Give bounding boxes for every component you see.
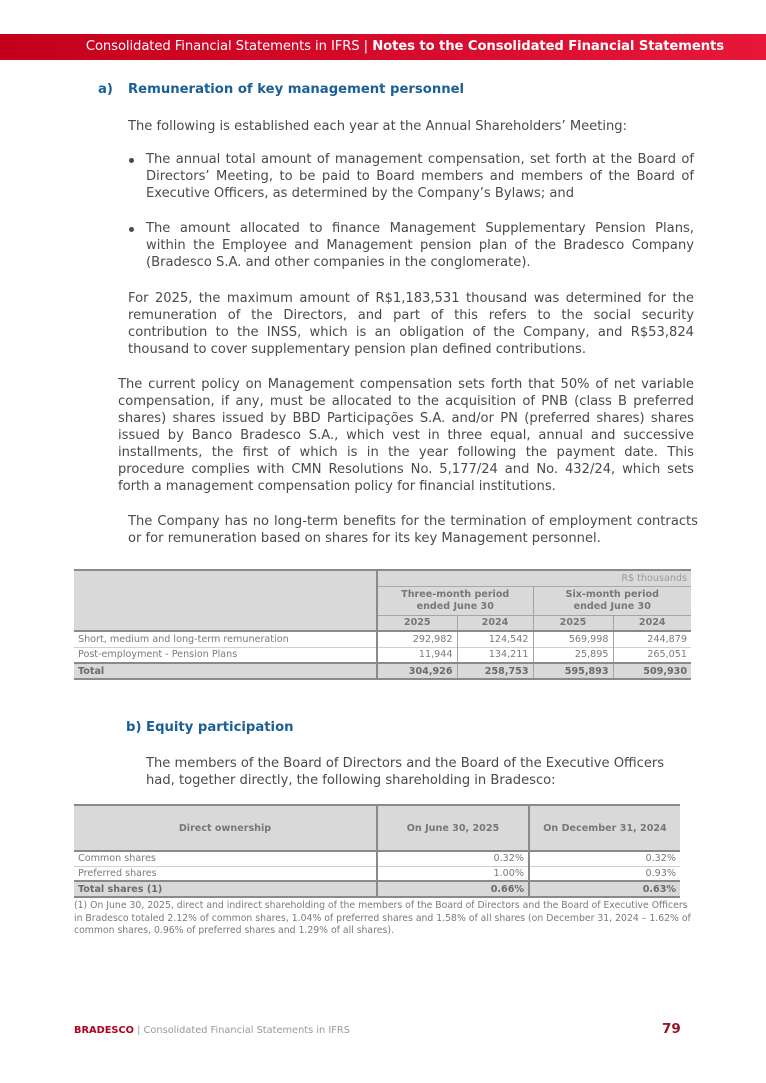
row-label: Total [74,663,377,679]
cell-value: 0.32% [645,853,676,865]
cell-value: 244,879 [647,633,687,645]
cell-value: 134,211 [457,647,533,663]
document-header-band [0,34,766,60]
column-header-december-2024: On December 31, 2024 [529,805,680,851]
equity-footnote: (1) On June 30, 2025, direct and indirect shareholding of the members of the Board of Directors and the Board of Executive Officers in Bradesco totaled 2.12% of common shares, 1.04% of preferred shares and 1.58% of all shares (on December 31, 2024 – 1.62% of common shares, 0.96% of preferred shares and 1.29% of all shares). [74,900,691,936]
column-header-year: 2024 [457,615,533,631]
row-label: Short, medium and long-term remuneration [74,631,377,647]
section-a-title: Remuneration of key management personnel [128,82,465,97]
table-row [74,866,680,881]
column-header-year: 2025 [377,615,457,631]
paragraph-no-benefits: The Company has no long-term benefits for the termination of employment contracts or for remuneration based on shares for its key Management personnel. [128,514,698,546]
bullet-text: The amount allocated to finance Management Supplementary Pension Plans, within the Employee and Management pension plan of the Bradesco Company (Bradesco S.A. and other companies in the conglomerate). [146,221,694,270]
cell-value: 509,930 [613,663,691,679]
row-label: Preferred shares [74,866,377,881]
bullet-icon [129,158,134,163]
cell-value: 569,998 [533,631,613,647]
cell-value: 595,893 [533,663,613,679]
paragraph-2025-amount: For 2025, the maximum amount of R$1,183,531 thousand was determined for the remuneration of the Directors, and part of this refers to the social security contribution to the INSS, which is an obligation of the Company, and R$53,824 thousand to cover supplementary pension plan defined contributions. [128,291,694,357]
cell-value: 0.32% [377,851,529,866]
section-a-heading [98,82,464,98]
column-header-year: 2024 [613,615,691,631]
remuneration-table [74,569,691,680]
row-label: Total shares (1) [74,881,377,897]
table-total-row [74,663,691,679]
cell-value: 11,944 [377,647,457,663]
row-label: Post-employment - Pension Plans [74,647,377,663]
row-label: Common shares [74,851,377,866]
cell-value: 265,051 [647,649,687,661]
bullet-item-pension [128,220,694,271]
cell-value: 124,542 [457,631,533,647]
table-row [74,631,691,647]
cell-value: 25,895 [533,647,613,663]
bullet-icon [129,227,134,232]
cell-value: 0.66% [377,881,529,897]
bullet-item-compensation [128,151,694,202]
page-number: 79 [662,1021,681,1037]
table-row [74,647,691,663]
page-footer [74,1025,350,1037]
bullet-text: The annual total amount of management compensation, set forth at the Board of Directors’ Meeting, to be paid to Board members and members of the Board of Executive Officers, as determined by the Company’s Bylaws; and [146,152,694,201]
section-a-intro: The following is established each year at the Annual Shareholders’ Meeting: [128,119,628,134]
table-corner-cell [74,570,377,631]
column-header-june-2025: On June 30, 2025 [377,805,529,851]
unit-label: R$ thousands [377,570,691,586]
paragraph-compensation-policy: The current policy on Management compensation sets forth that 50% of net variable compensation, if any, must be allocated to the acquisition of PNB (class B preferred shares) shares issued by BBD Participações S.A. and/or PN (preferred shares) shares issued by Banco Bradesco S.A., which vest in three equal, annual and successive installments, the first of which is in the year following the payment date. This procedure complies with CMN Resolutions No. 5,177/24 and No. 432/24, which sets forth a management compensation policy for financial institutions. [118,377,694,494]
column-header-year: 2025 [533,615,613,631]
column-header-direct-ownership: Direct ownership [74,805,377,851]
header-title-bold: Notes to the Consolidated Financial Statements [372,39,724,54]
section-b-intro: The members of the Board of Directors and the Board of the Executive Officers had, together directly, the following shareholding in Bradesco: [146,756,665,788]
cell-value: 0.63% [529,881,680,897]
cell-value: 1.00% [377,866,529,881]
footer-brand: BRADESCO [74,1025,134,1036]
column-group-three-month: Three-month period ended June 30 [377,586,533,615]
cell-value: 304,926 [377,663,457,679]
column-group-six-month: Six-month period ended June 30 [533,586,691,615]
equity-participation-table [74,804,680,898]
table-row [74,851,680,866]
cell-value: 0.93% [645,867,676,879]
footer-text: | Consolidated Financial Statements in IFRS [137,1025,350,1036]
header-title-light: Consolidated Financial Statements in IFRS | [85,39,368,54]
cell-value: 292,982 [377,631,457,647]
section-b-heading: b) Equity participation [126,720,294,735]
section-a-marker: a) [98,82,113,97]
table-total-row [74,881,680,897]
cell-value: 258,753 [457,663,533,679]
